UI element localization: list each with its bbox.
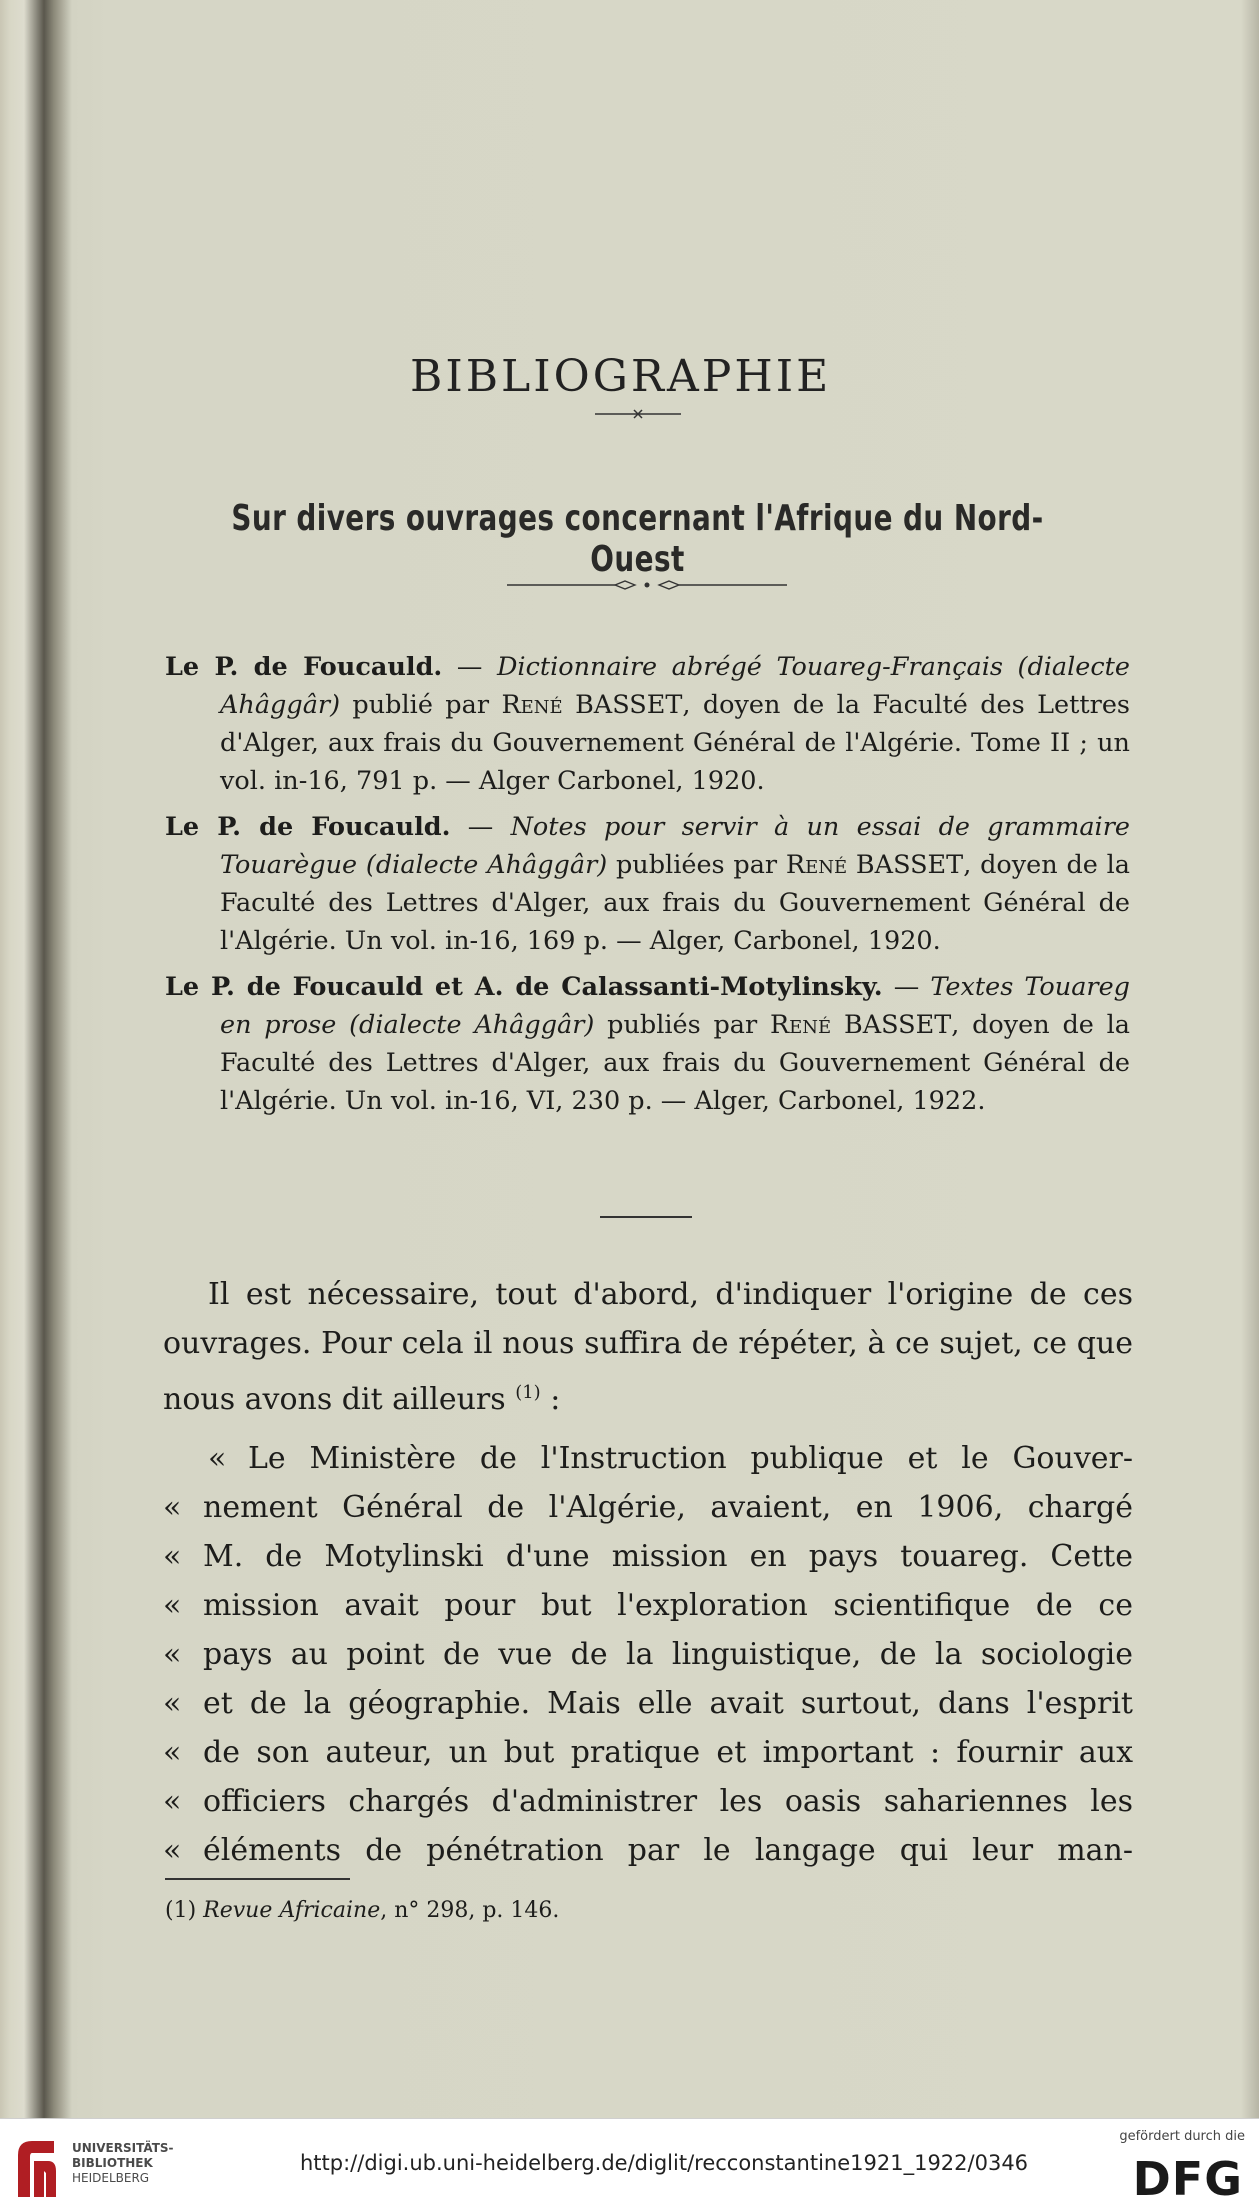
section-divider [600,1216,692,1218]
quote-line-text: mission avait pour but l'exploration scientifique de ce [203,1588,1133,1623]
permalink-url[interactable]: http://digi.ub.uni-heidelberg.de/diglit/recconstantine1921_1922/0346 [300,2151,1029,2175]
footnote-details: , n° 298, p. 146. [380,1898,560,1923]
entry-author: Le P. de Foucauld et A. de Calassanti-Motylinsky. [165,972,883,1002]
footnote-ref[interactable]: (1) [515,1382,541,1403]
viewer-footer [0,2118,1259,2212]
quote-mark: « [163,1588,182,1623]
intro-colon: : [540,1382,561,1417]
quote-line [163,1826,1133,1875]
footnote-rule [165,1878,350,1880]
entry-dash: — [442,652,497,682]
quote-line [163,1630,1133,1679]
entry-editor: René BASSET [501,690,683,720]
bibliography-entry [165,648,1130,800]
quote-line [163,1777,1133,1826]
entry-editor: René BASSET [769,1010,952,1040]
dfg-logo[interactable]: DFG [1132,2152,1243,2206]
quotation [163,1434,1133,1875]
uni-name-line: HEIDELBERG [72,2171,150,2185]
quote-mark: « [163,1490,182,1525]
quote-line [163,1728,1133,1777]
quote-line-text: officiers chargés d'administrer les oasis sahariennes les [203,1784,1133,1819]
entry-title: Textes Touareg en prose (dialecte Ahâggâr) [220,972,1130,1040]
quote-line [163,1532,1133,1581]
quote-mark: « [163,1833,182,1868]
quote-line-text: éléments de pénétration par le langage qui leur man- [203,1833,1133,1868]
quote-line-text: de son auteur, un but pratique et important : fournir aux [203,1735,1133,1770]
quote-mark: « [163,1637,182,1672]
quote-line [163,1581,1133,1630]
quote-line-text: Le Ministère de l'Instruction publique et le Gouver- [248,1441,1133,1476]
intro-paragraph [163,1270,1133,1424]
quote-line [163,1679,1133,1728]
quote-line [163,1483,1133,1532]
page-title: BIBLIOGRAPHIE [410,351,832,403]
funding-note: gefördert durch die [1119,2129,1245,2144]
quote-mark: « [163,1735,182,1770]
university-library-name [72,2141,174,2186]
entry-dash: — [882,972,931,1002]
subtitle-ornament [507,578,787,592]
entry-author: Le P. de Foucauld. [165,812,451,842]
section-subtitle: Sur divers ouvrages concernant l'Afrique du Nord-Ouest [231,498,1044,580]
quote-mark: « [163,1539,182,1574]
footnote [165,1898,559,1923]
intro-text: Il est nécessaire, tout d'abord, d'indiquer l'origine de ces ouvrages. Pour cela il nous suffira de répéter, à ce sujet, ce que nous avons dit ailleurs [163,1277,1133,1417]
entry-publisher-prefix: publié par [340,690,502,720]
entry-editor: René BASSET [785,850,964,880]
quote-line [163,1434,1133,1483]
bibliography-list [165,648,1130,1128]
entry-publisher-prefix: publiées par [607,850,786,880]
quote-mark: « [208,1441,227,1476]
university-library-logo-icon[interactable] [14,2135,60,2201]
entry-title: Notes pour servir à un essai de grammaire Touarègue (dialecte Ahâggâr) [220,812,1130,880]
entry-title: Dictionnaire abrégé Touareg-Français (dialecte Ahâggâr) [220,652,1131,720]
quote-mark: « [163,1686,182,1721]
footnote-source: Revue Africaine [203,1898,381,1923]
title-rule-ornament [595,408,681,420]
uni-name-line: BIBLIOTHEK [72,2156,153,2170]
bibliography-entry [165,968,1130,1120]
uni-name-line: UNIVERSITÄTS- [72,2141,174,2155]
entry-author: Le P. de Foucauld. [165,652,443,682]
quote-mark: « [163,1784,182,1819]
bibliography-entry [165,808,1130,960]
quote-line-text: nement Général de l'Algérie, avaient, en 1906, chargé [203,1490,1133,1525]
footnote-number: (1) [165,1898,204,1923]
entry-details: , doyen de la Faculté des Lettres d'Alger, aux frais du Gouvernement Général de l'Algérie. Un vol. in-16, VI, 230 p. — Alger, Carbonel, 1922. [220,1010,1131,1116]
quote-line-text: pays au point de vue de la linguistique, de la sociologie [203,1637,1133,1672]
quote-line-text: et de la géographie. Mais elle avait surtout, dans l'esprit [203,1686,1133,1721]
entry-details: , doyen de la Faculté des Lettres d'Alger, aux frais du Gouvernement Général de l'Algérie. Tome II ; un vol. in-16, 791 p. — Alger Carbonel, 1920. [220,690,1130,796]
entry-publisher-prefix: publiés par [594,1010,770,1040]
body-text [163,1270,1133,1875]
entry-details: , doyen de la Faculté des Lettres d'Alger, aux frais du Gouvernement Général de l'Algérie. Un vol. in-16, 169 p. — Alger, Carbonel, 1920. [220,850,1130,956]
quote-line-text: M. de Motylinski d'une mission en pays touareg. Cette [203,1539,1133,1574]
entry-dash: — [450,812,511,842]
